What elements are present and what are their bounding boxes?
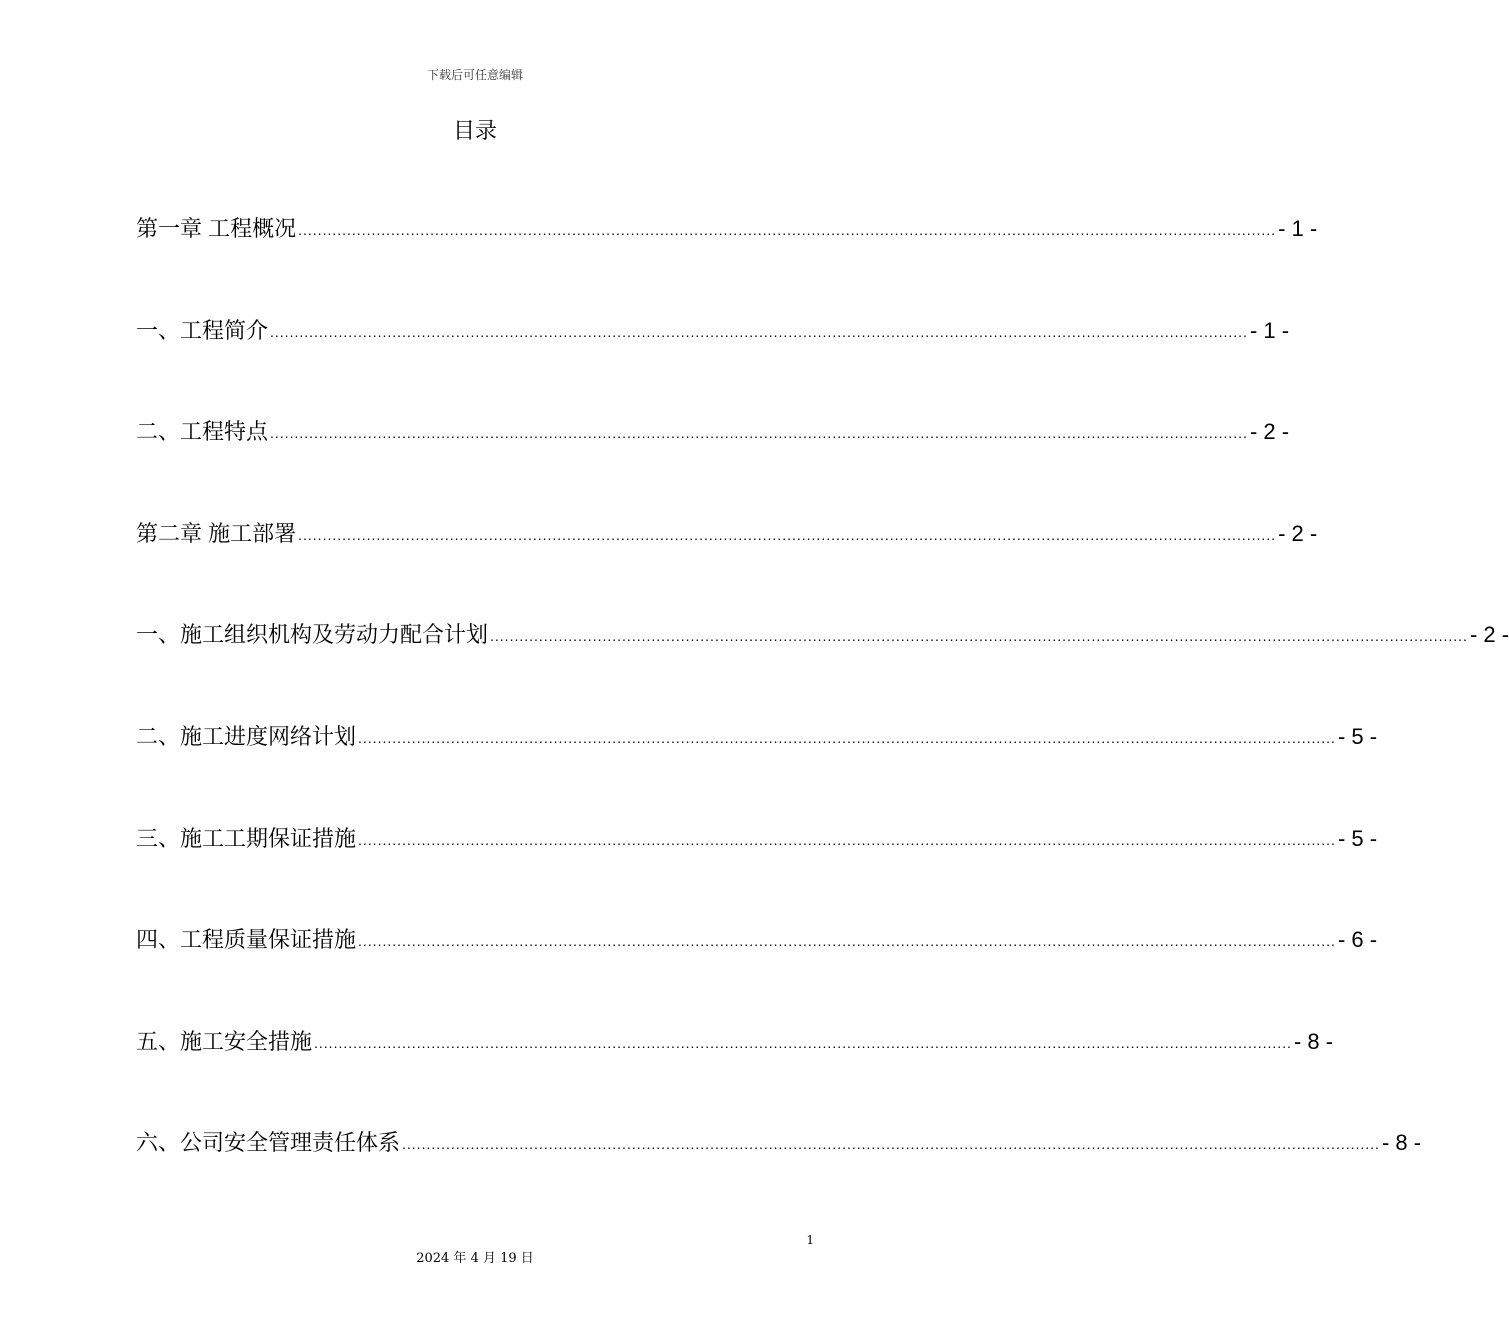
toc-entry-page: - 5 - [1337,825,1378,851]
toc-entry-text: 五、施工安全措施 [136,1028,313,1054]
toc-entry-text: 二、工程特点 [136,419,269,445]
page-number: 1 [806,1233,814,1247]
toc-dot-leader: ........................................................................................................................................................................................................ [358,729,1336,746]
toc-entry[interactable] [136,415,1290,517]
toc-dot-leader: ........................................................................................................................................................................................................ [314,1034,1292,1051]
toc-entry-page: - 6 - [1337,927,1378,953]
toc-entry[interactable] [136,1126,1422,1228]
footer-date: 2024 年 4 月 19 日 [416,1251,534,1266]
toc-dot-leader: ........................................................................................................................................................................................................ [270,323,1248,340]
toc-dot-leader: ........................................................................................................................................................................................................ [298,222,1277,238]
toc-entry-text: 六、公司安全管理责任体系 [136,1130,401,1156]
toc-entry[interactable] [136,618,1509,720]
toc-entry-text: 第一章 工程概况 [136,216,297,241]
toc-dot-leader: ........................................................................................................................................................................................................ [402,1136,1380,1153]
toc-dot-leader: ........................................................................................................................................................................................................ [490,628,1468,645]
toc-dot-leader: ........................................................................................................................................................................................................ [270,425,1248,442]
toc-entry-page: - 1 - [1278,216,1318,241]
toc-entry[interactable] [136,517,1318,619]
toc-entry[interactable] [136,212,1318,314]
toc-dot-leader: ........................................................................................................................................................................................................ [358,831,1336,848]
toc-dot-leader: ........................................................................................................................................................................................................ [298,526,1277,543]
toc-dot-leader: ........................................................................................................................................................................................................ [358,933,1336,950]
toc-entry-text: 四、工程质量保证措施 [136,927,357,953]
page-title: 目录 [452,118,497,143]
toc-entry-page: - 5 - [1337,723,1378,749]
header-note: 下载后可任意编辑 [426,68,523,82]
toc-entry-page: - 2 - [1278,520,1318,546]
toc-entry[interactable] [136,314,1290,416]
toc-entry[interactable] [136,822,1378,924]
toc-entry-text: 一、工程简介 [136,317,269,343]
toc-entry-text: 二、施工进度网络计划 [136,723,357,749]
toc-entry[interactable] [136,923,1378,1025]
toc-entry[interactable] [136,720,1378,822]
toc-entry[interactable] [136,1025,1334,1127]
table-of-contents [136,212,1509,1228]
toc-entry-page: - 2 - [1249,419,1290,445]
toc-entry-page: - 8 - [1293,1028,1334,1054]
toc-entry-page: - 8 - [1381,1130,1422,1156]
toc-entry-text: 第二章 施工部署 [136,520,297,546]
toc-entry-page: - 1 - [1249,317,1290,343]
toc-entry-text: 三、施工工期保证措施 [136,825,357,851]
toc-entry-text: 一、施工组织机构及劳动力配合计划 [136,622,489,648]
toc-entry-page: - 2 - [1469,622,1509,648]
